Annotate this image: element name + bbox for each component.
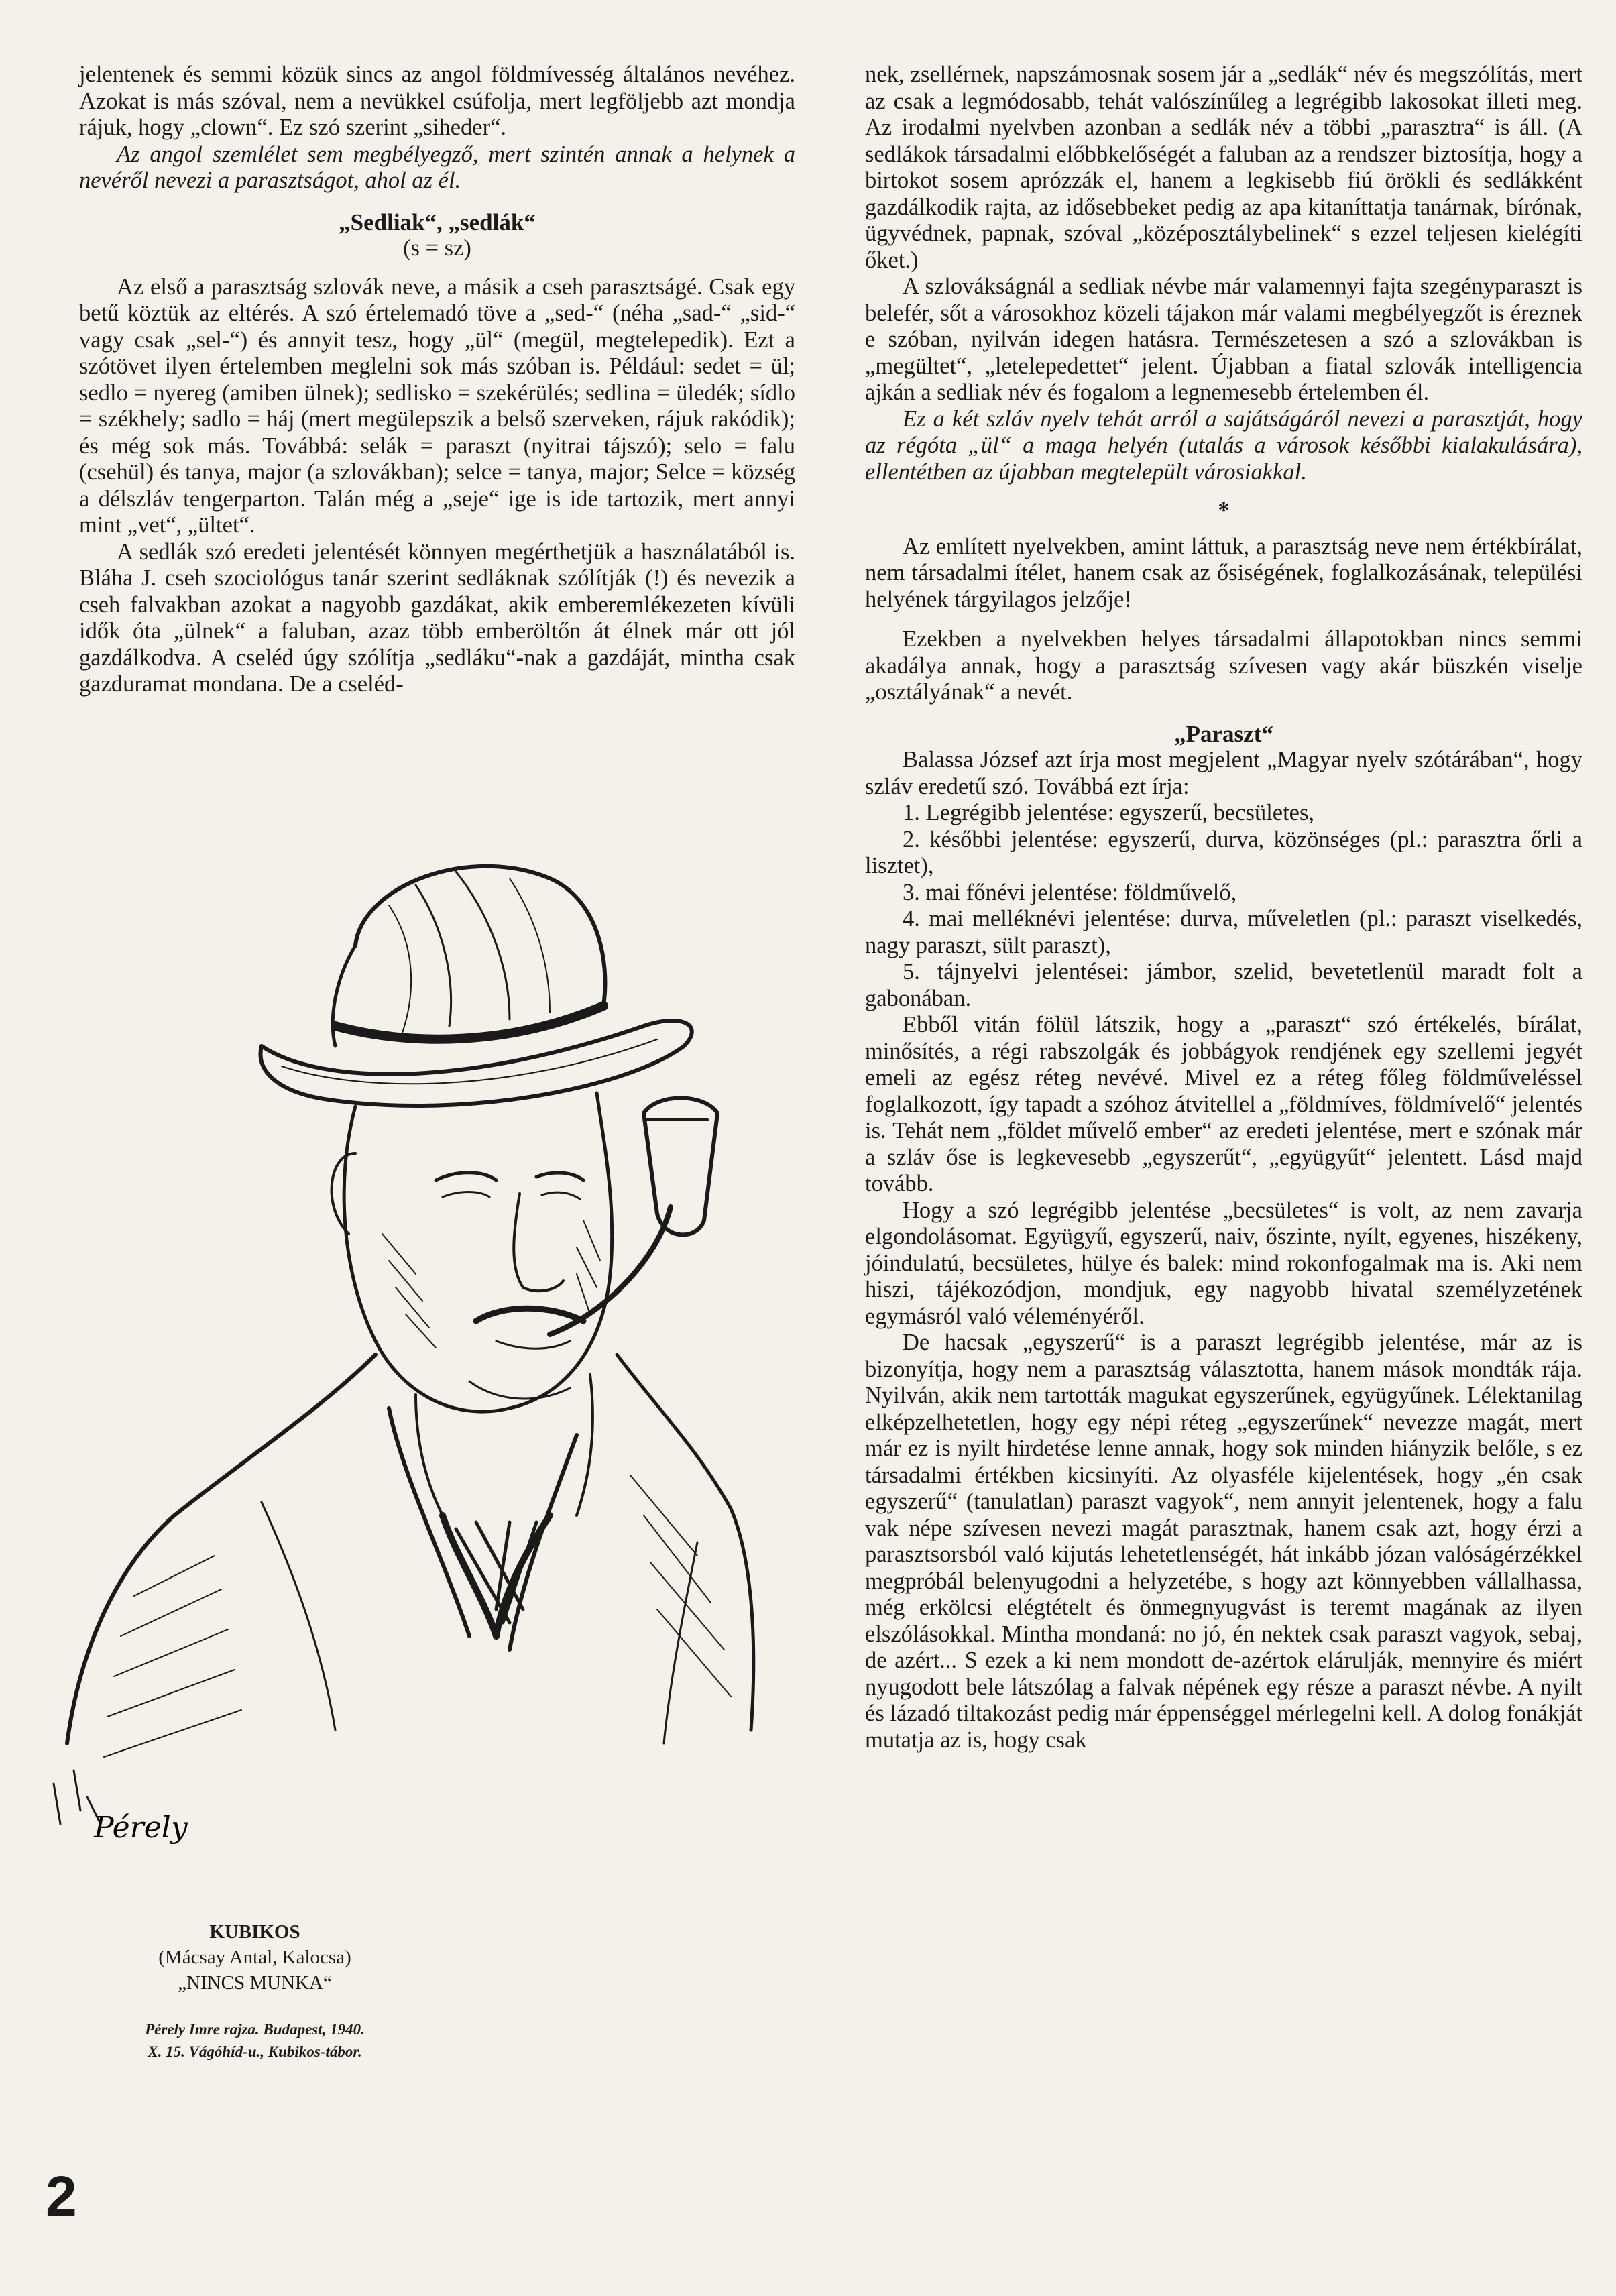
left-intro-paragraph: jelentenek és semmi közük sincs az angol földmívesség általános nevéhez. Azokat is más szóval, nem a nevükkel csúfolja, mert legföljebb azt mondja rájuk, hogy „clown“. Ez szó szerint „siheder“. <box>79 62 795 140</box>
paragraph-gap <box>865 613 1582 626</box>
illustration-credit <box>94 2018 416 2063</box>
meaning-list <box>865 800 1582 1012</box>
section-subheading: (s = sz) <box>403 235 471 261</box>
caption-quote: „NINCS MUNKA“ <box>178 1972 332 1994</box>
credit-line-1: Pérely Imre rajza. Budapest, 1940. <box>145 2021 365 2038</box>
section-heading-sedliak: „Sedliak“, „sedlák“ <box>339 209 536 235</box>
right-paragraph-4: Az említett nyelvekben, amint láttuk, a parasztság neve nem értékbírálat, nem társadalmi ítélet, hanem csak az ősiségének, foglalkozásának, települési helyének tárgyilagos jelzője! <box>865 533 1582 612</box>
portrait-sketch <box>40 805 798 1891</box>
illustration-caption <box>101 1919 409 1996</box>
right-paragraph-2: A szlovákságnál a sedliak névbe már valamennyi fajta szegényparaszt is belefér, sőt a városokhoz közeli tájakon már valami megbélyegzőt is éreznek e szóban, nyilván idegen hatásra. Természetesen a szó a szlovákban is „megültet“, „letelepedettet“ jelent. Újabban a fiatal szlovák intelligencia ajkán a sedliak név és fogalom a legnemesebb értelemben él. <box>865 274 1582 405</box>
left-italic-paragraph: Az angol szemlélet sem megbélyegző, mert szintén annak a helynek a nevéről nevezi a parasztságot, ahol az él. <box>79 141 795 193</box>
left-paragraph-2: A sedlák szó eredeti jelentését könnyen megérthetjük a használatából is. Bláha J. cseh szociológus tanár szerint sedláknak szólítják (!) és nevezik a cseh falvakban azokat a nagyobb gazdákat, akik emberemlékezeten kívüli idők óta „ülnek“ a faluban, azaz több emberöltőn át élnek már ott jól gazdálkodva. A cseléd úgy szólítja „sedláku“-nak a gazdáját, mintha csak gazduramat mondana. De a cseléd- <box>79 538 795 697</box>
right-paragraph-8: Hogy a szó legrégibb jelentése „becsületes“ is volt, az nem zavarja elgondolásomat. Együgyű, egyszerű, naiv, őszinte, nyílt, egyenes, hiszékeny, jóindulatú, becsületes, hülye és balek: mind rokonfogalmak ma is. Aki nem hiszi, tájékozódjon, mondjuk, egy nagyobb hivatal személyzetének egymásról való véleményéről. <box>865 1197 1582 1329</box>
right-paragraph-5: Ezekben a nyelvekben helyes társadalmi állapotokban nincs semmi akadálya annak, hogy a parasztság szívesen vagy akár büszkén viselje „osztályának“ a nevét. <box>865 626 1582 705</box>
meaning-list-item: 5. tájnyelvi jelentései: jámbor, szelid, bevetetlenül maradt folt a gabonában. <box>865 959 1582 1011</box>
meaning-list-item: 1. Legrégibb jelentése: egyszerű, becsületes, <box>903 800 1315 825</box>
section-heading-paraszt: „Paraszt“ <box>1174 720 1273 747</box>
right-paragraph-9: De hacsak „egyszerű“ is a paraszt legrégibb jelentése, már az is bizonyítja, hogy nem a parasztság választotta, hanem mások mondták rája. Nyilván, akik nem tartották magukat egyszerűnek, együgyűnek. Lélektanilag elképzelhetetlen, hogy egy népi réteg „egyszerűnek“ nevezze magát, mert már ez is nyilt hirdetése lenne annak, hogy sok minden hiányzik belőle, s ez társadalmi értékben kicsinyíti. Az olyasféle kijelentések, hogy „én csak egyszerű“ (tanulatlan) paraszt vagyok“, nem annyit jelentenek, hogy a falu vak népe szívesen nevezi magát parasztnak, hanem csak azt, hogy érzi a parasztsorsból való kijutás lehetetlenségét, hát inkább józan valóságérzékkel megpróbál belenyugodni a helyzetébe, s hogy azt könnyebben vállalhassa, még erkölcsi elégtételt és önmegnyugvást is teremt magának az ilyen elszólásokkal. Mintha mondaná: no jó, én nektek csak paraszt vagyok, sebaj, de azért... S ezek a ki nem mondott de-azértok elárulják, mennyire és miért nyugodott bele látszólag a falvak népének egy része a paraszt névbe. A nyilt és lázadó tiltakozást pedig már éppenséggel mérlegelni kell. A dolog fonákját mutatja az is, hogy csak <box>865 1330 1582 1753</box>
artist-signature: Pérely <box>94 1811 188 1845</box>
caption-title: KUBIKOS <box>209 1921 300 1943</box>
right-paragraph-6: Balassa József azt írja most megjelent „Magyar nyelv szótárában“, hogy szláv eredetű szó. Továbbá ezt írja: <box>865 747 1582 799</box>
right-paragraph-1: nek, zsellérnek, napszámosnak sosem jár a „sedlák“ név és megszólítás, mert az csak a legmódosabb, tehát valószínűleg a legrégibb lakosokat illeti meg. Az irodalmi nyelvben azonban a sedlák név a többi „parasztra“ is áll. (A sedlákok társadalmi előbbkelőségét a faluban az a rendszer biztosítja, hogy a birtokot sosem aprózzák el, hanem a legkisebb fiú örökli és sedlákként gazdálkodik rajta, az idősebbeket pedig az apa kitaníttatja tanárnak, bírónak, ügyvédnek, papnak, szóval „középosztálybelinek“ s ezzel teljesen kielégíti őket.) <box>865 62 1582 273</box>
credit-line-2: X. 15. Vágóhíd-u., Kubikos-tábor. <box>148 2043 362 2060</box>
section-divider-star: * <box>1218 498 1230 523</box>
meaning-list-item: 2. későbbi jelentése: egyszerű, durva, közönséges (pl.: parasztra őrli a lisztet), <box>865 826 1582 878</box>
left-paragraph-1: Az első a parasztság szlovák neve, a másik a cseh parasztságé. Csak egy betű köztük az eltérés. A szó értelemadó töve a „sed-“ (néha „sad-“ „sid-“ vagy csak „sel-“) és annyit tesz, hogy „ül“ (megül, megtelepedik). Ezt a szótövet ilyen értelemben meglelni sok más szóban is. Például: sedet = ül; sedlo = nyereg (amiben ülnek); sedlisko = szekérülés; sedlina = üledék; sídlo = székhely; sadlo = háj (mert megülepszik a belső szerveken, rájuk rakódik); és még sok más. Továbbá: selák = paraszt (nyitrai tájszó); selo = falu (csehül) és tanya, major (a szlovákban); selce = tanya, major; Selce = község a délszláv tengerparton. Talán még a „seje“ ige is ide tartozik, mert annyi mint „vet“, „ültet“. <box>79 274 795 538</box>
kubikos-drawing <box>40 805 798 1891</box>
meaning-list-item: 4. mai melléknévi jelentése: durva, műveletlen (pl.: paraszt viselkedés, nagy paraszt, sült paraszt), <box>865 906 1582 958</box>
meaning-list-item: 3. mai főnévi jelentése: földművelő, <box>903 879 1237 905</box>
right-paragraph-7: Ebből vitán fölül látszik, hogy a „paraszt“ szó értékelés, bírálat, minősítés, a régi rabszolgák és jobbágyok rendjének egy szellemi jegyét emeli az egész réteg nevévé. Mivel ez a réteg főleg földműveléssel foglalkozott, így tapadt a szóhoz átvitellel a „földmíves, földmívelő“ jelentés is. Tehát nem „földet művelő ember“ az eredeti jelentése, mert e szónak már a szláv őse is legkevesebb „egyszerűt“, „együgyűt“ jelentett. Lásd majd tovább. <box>865 1012 1582 1196</box>
page-number: 2 <box>46 2165 77 2228</box>
right-column <box>865 62 1582 1754</box>
right-italic-paragraph: Ez a két szláv nyelv tehát arról a sajátságáról nevezi a parasztját, hogy az régóta „ül“ a maga helyén (utalás a városok későbbi kialakulására), ellentétben az újabban megtelepült városiakkal. <box>865 406 1582 485</box>
left-column <box>79 62 795 698</box>
caption-subject: (Mácsay Antal, Kalocsa) <box>158 1947 351 1968</box>
